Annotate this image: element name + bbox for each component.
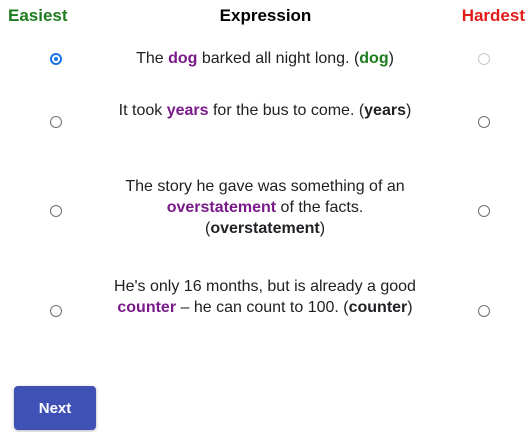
easiest-radio-1[interactable] xyxy=(50,53,62,65)
easiest-radio-4[interactable] xyxy=(50,305,62,317)
easiest-radio-2[interactable] xyxy=(50,116,62,128)
parenthetical-word: overstatement xyxy=(210,220,320,237)
expression-row-2 xyxy=(0,96,531,146)
expression-text-4 xyxy=(95,276,435,318)
expression-row-1 xyxy=(0,44,531,74)
expression-text-part: for the bus to come. ( xyxy=(208,102,365,119)
expression-text-3 xyxy=(105,176,425,239)
hardest-radio-1[interactable] xyxy=(478,53,490,65)
hardest-radio-2[interactable] xyxy=(478,116,490,128)
expression-text-part: ) xyxy=(319,220,326,237)
hardest-radio-4[interactable] xyxy=(478,305,490,317)
easiest-header: Easiest xyxy=(8,6,68,25)
expression-text-1 xyxy=(95,48,435,69)
parenthetical-word: years xyxy=(364,102,406,119)
parenthetical-word: dog xyxy=(359,50,389,67)
hardest-header: Hardest xyxy=(461,6,525,25)
hardest-radio-3[interactable] xyxy=(478,205,490,217)
expression-text-part: ) xyxy=(388,50,394,67)
expression-row-3 xyxy=(0,172,531,244)
expression-text-part: ) xyxy=(405,102,412,119)
keyword: counter xyxy=(117,299,177,316)
expression-text-part: The xyxy=(136,50,169,67)
expression-text-part: The story he gave was something of an xyxy=(125,178,405,195)
expression-text-part: He's only 16 months, but is already a good xyxy=(114,278,416,295)
keyword: overstatement xyxy=(166,199,277,216)
expression-text-part: – he can count to 100. ( xyxy=(176,299,349,316)
expression-text-part: of the facts. ( xyxy=(204,199,364,237)
expression-text-part: ) xyxy=(407,299,413,316)
easiest-radio-3[interactable] xyxy=(50,205,62,217)
expression-row-4 xyxy=(0,272,531,344)
parenthetical-word: counter xyxy=(348,299,408,316)
expression-text-part: It took xyxy=(118,102,167,119)
column-header xyxy=(0,6,531,30)
expression-text-part: barked all night long. ( xyxy=(197,50,360,67)
next-button[interactable]: Next xyxy=(14,386,96,430)
keyword: dog xyxy=(168,50,198,67)
expression-header: Expression xyxy=(219,6,312,25)
expression-text-2 xyxy=(115,100,415,121)
keyword: years xyxy=(166,102,209,119)
